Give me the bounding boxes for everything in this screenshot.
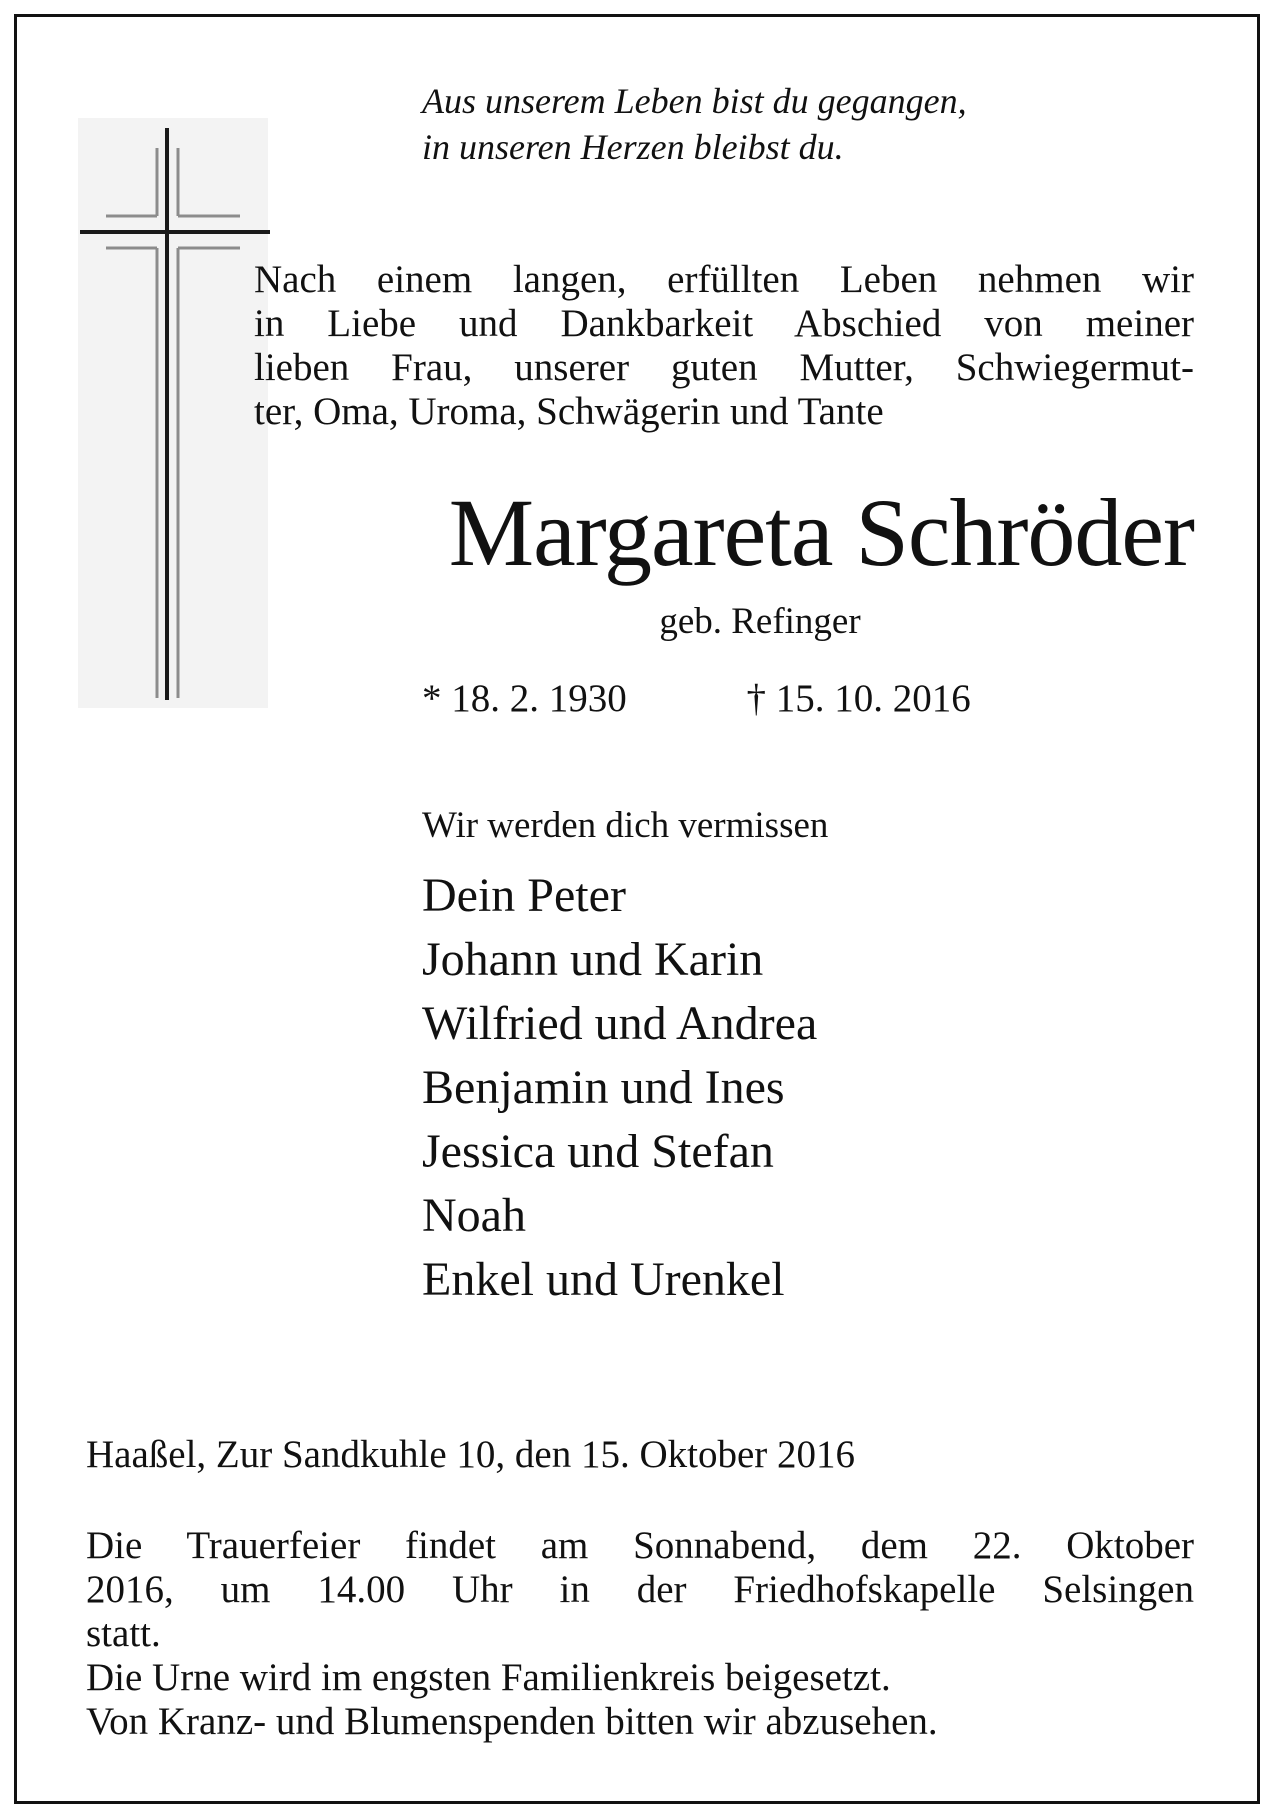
mourner-entry: Dein Peter	[422, 869, 626, 922]
funeral-details	[86, 1524, 1194, 1744]
intro-line: ter, Oma, Uroma, Schwägerin und Tante	[254, 390, 884, 433]
funeral-line: Von Kranz- und Blumenspenden bitten wir abzusehen.	[86, 1700, 938, 1743]
funeral-line: statt.	[86, 1612, 161, 1655]
funeral-line: Die Urne wird im engsten Familienkreis beigesetzt.	[86, 1656, 891, 1699]
motto	[422, 78, 1182, 170]
intro-text	[254, 258, 1194, 434]
mourners-heading: Wir werden dich vermissen	[422, 805, 829, 846]
intro-line: Nach einem langen, erfüllten Leben nehmen wir	[254, 258, 1194, 301]
maiden-name: geb. Refinger	[659, 601, 861, 642]
intro-line: in Liebe und Dankbarkeit Abschied von meiner	[254, 302, 1194, 345]
place-and-date: Haaßel, Zur Sandkuhle 10, den 15. Oktober 2016	[86, 1433, 855, 1476]
deceased-name: Margareta Schröder	[448, 479, 1194, 586]
mourner-entry: Noah	[422, 1189, 526, 1242]
mourner-entry: Enkel und Urenkel	[422, 1253, 785, 1306]
motto-line: in unseren Herzen bleibst du.	[422, 127, 844, 167]
motto-line: Aus unserem Leben bist du gegangen,	[422, 81, 967, 121]
funeral-line: Die Trauerfeier findet am Sonnabend, dem 22. Oktober	[86, 1524, 1194, 1567]
mourner-entry: Benjamin und Ines	[422, 1061, 785, 1114]
cross-icon	[70, 118, 280, 708]
mourners-list	[422, 864, 817, 1312]
death-date: † 15. 10. 2016	[746, 677, 971, 720]
mourner-entry: Johann und Karin	[422, 933, 764, 986]
mourner-entry: Wilfried und Andrea	[422, 997, 818, 1050]
funeral-line: 2016, um 14.00 Uhr in der Friedhofskapelle Selsingen	[86, 1568, 1194, 1611]
life-dates	[422, 676, 1182, 722]
mourner-entry: Jessica und Stefan	[422, 1125, 774, 1178]
birth-date: * 18. 2. 1930	[422, 677, 627, 720]
intro-line: lieben Frau, unserer guten Mutter, Schwiegermut-	[254, 346, 1194, 389]
